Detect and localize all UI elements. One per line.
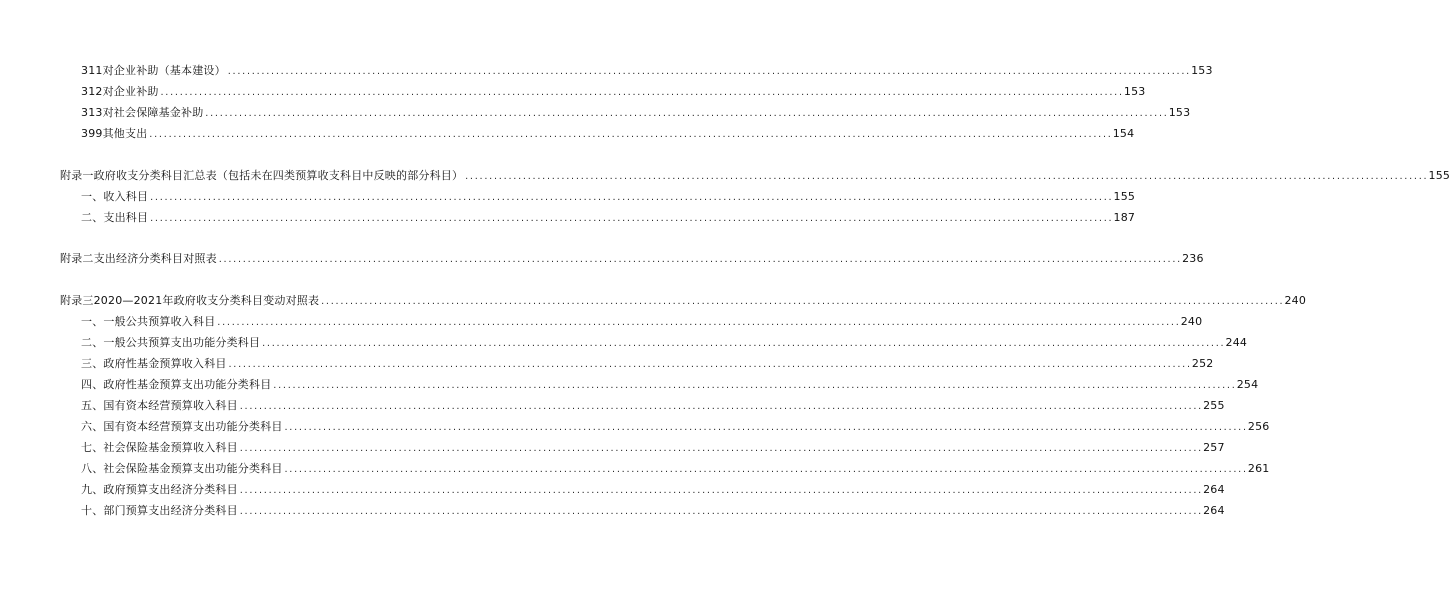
toc-entry-code: 一、 [81,315,104,328]
toc-leader: ........................................................................................................................................................................................................ [283,465,1247,474]
toc-leader: ........................................................................................................................................................................................................ [238,486,1203,495]
toc-entry-code: 八、 [81,462,104,475]
toc-entry-page: 155 [1428,169,1450,182]
toc-entry-page: 155 [1113,190,1136,203]
toc-entry [81,64,1213,79]
toc-leader: ........................................................................................................................................................................................................ [217,255,1182,264]
toc-entry-code: 九、 [81,483,104,496]
toc-entry-code: 四、 [81,378,104,391]
toc-entry-code: 附录一 [60,169,94,182]
toc-entry-code: 二、 [81,336,104,349]
toc-entry-page: 153 [1123,85,1146,98]
toc-entry [81,483,1225,498]
toc-entry [81,441,1225,456]
toc-entry-page: 240 [1284,294,1307,307]
toc-entry-page: 255 [1203,399,1225,412]
toc-entry [81,462,1270,477]
toc-entry [81,357,1214,372]
toc-entry-code: 311 [81,64,103,77]
toc-entry [81,315,1203,330]
toc-entry-title: 政府性基金预算收入科目 [103,357,227,370]
toc-entry [81,127,1135,142]
toc-entry-page: 252 [1191,357,1214,370]
toc-leader: ........................................................................................................................................................................................................ [226,67,1191,76]
toc-entry-title: 支出科目 [103,211,149,224]
toc-entry-code: 三、 [81,357,104,370]
toc-entry [81,420,1270,435]
toc-entry [81,85,1146,100]
toc-appendix-heading [60,294,1307,309]
toc-entry-page: 254 [1236,378,1259,391]
toc-entry-title: 一般公共预算收入科目 [103,315,216,328]
toc-entry-title: 一般公共预算支出功能分类科目 [103,336,261,349]
toc-entry-title: 国有资本经营预算收入科目 [103,399,238,412]
toc-leader: ........................................................................................................................................................................................................ [227,360,1191,369]
toc-entry [81,336,1248,351]
toc-entry-code: 附录二 [60,252,94,265]
toc-leader: ........................................................................................................................................................................................................ [320,297,1284,306]
toc-entry-code: 十、 [81,504,104,517]
toc-entry [81,211,1136,226]
toc-entry-title: 部门预算支出经济分类科目 [103,504,238,517]
toc-entry-page: 154 [1112,127,1135,140]
toc-leader: ........................................................................................................................................................................................................ [238,444,1203,453]
toc-leader: ........................................................................................................................................................................................................ [464,172,1428,181]
toc-entry-page: 236 [1182,252,1204,265]
toc-leader: ........................................................................................................................................................................................................ [159,88,1123,97]
toc-leader: ........................................................................................................................................................................................................ [204,109,1168,118]
toc-entry-page: 264 [1203,504,1225,517]
toc-entry-title: 2020—2021年政府收支分类科目变动对照表 [93,294,320,307]
toc-leader: ........................................................................................................................................................................................................ [238,507,1203,516]
toc-entry-page: 240 [1180,315,1203,328]
toc-leader: ........................................................................................................................................................................................................ [216,318,1180,327]
toc-appendix-heading [60,252,1204,267]
toc-entry-title: 政府性基金预算支出功能分类科目 [103,378,272,391]
toc-leader: ........................................................................................................................................................................................................ [148,130,1112,139]
toc-leader: ........................................................................................................................................................................................................ [149,193,1113,202]
toc-entry [81,190,1136,205]
toc-entry-page: 187 [1113,211,1136,224]
toc-entry-code: 313 [81,106,103,119]
toc-entry-code: 六、 [81,420,104,433]
toc-entry-code: 399 [81,127,103,140]
toc-leader: ........................................................................................................................................................................................................ [149,214,1113,223]
toc-leader: ........................................................................................................................................................................................................ [238,402,1203,411]
toc-appendix-heading [60,169,1450,184]
toc-entry-title: 社会保险基金预算收入科目 [103,441,238,454]
toc-entry-code: 一、 [81,190,104,203]
toc-entry-code: 二、 [81,211,104,224]
toc-leader: ........................................................................................................................................................................................................ [261,339,1225,348]
toc-entry-page: 264 [1203,483,1225,496]
toc-entry-page: 261 [1247,462,1270,475]
toc-entry-code: 七、 [81,441,104,454]
toc-entry-code: 五、 [81,399,104,412]
toc-entry-page: 244 [1225,336,1248,349]
toc-entry-code: 附录三 [60,294,94,307]
toc-entry [81,504,1225,519]
toc-entry-page: 256 [1247,420,1270,433]
toc-entry-title: 其他支出 [102,127,148,140]
toc-entry [81,378,1259,393]
toc-leader: ........................................................................................................................................................................................................ [283,423,1247,432]
toc-entry [81,399,1225,414]
toc-leader: ........................................................................................................................................................................................................ [272,381,1236,390]
toc-entry-title: 政府收支分类科目汇总表（包括未在四类预算收支科目中反映的部分科目） [93,169,464,182]
toc-entry-page: 153 [1191,64,1213,77]
toc-entry-page: 257 [1203,441,1225,454]
toc-entry-title: 国有资本经营预算支出功能分类科目 [103,420,283,433]
toc-entry-page: 153 [1168,106,1191,119]
toc-entry-title: 对企业补助 [102,85,159,98]
toc-entry-title: 对社会保障基金补助 [102,106,204,119]
toc-entry-title: 支出经济分类科目对照表 [93,252,217,265]
toc-entry-title: 政府预算支出经济分类科目 [103,483,238,496]
toc-entry-title: 对企业补助（基本建设） [102,64,226,77]
toc-entry-title: 社会保险基金预算支出功能分类科目 [103,462,283,475]
toc-entry-code: 312 [81,85,103,98]
toc-entry-title: 收入科目 [103,190,149,203]
toc-entry [81,106,1191,121]
